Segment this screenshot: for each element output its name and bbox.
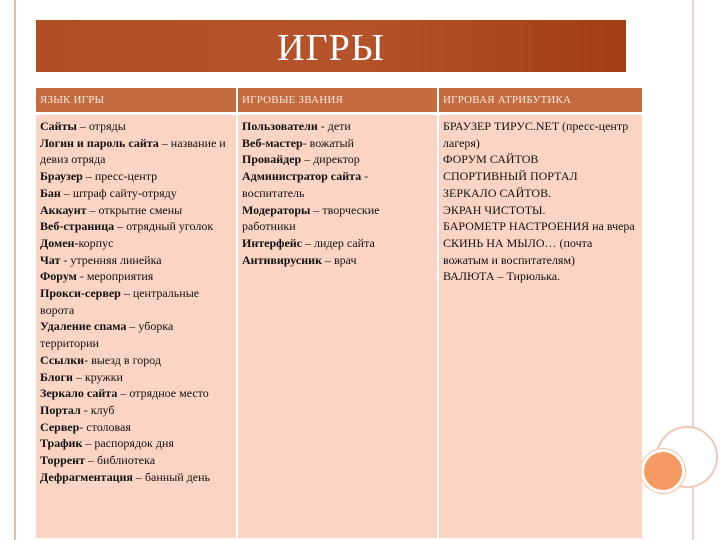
list-item: БРАУЗЕР ТИРУС.NET (пресс-центр лагеря) <box>443 119 629 150</box>
list-item: Администратор сайта - воспитатель <box>242 169 369 200</box>
list-item: Интерфейс – лидер сайта <box>242 235 375 250</box>
list-item: Удаление спама – уборка территории <box>40 319 174 351</box>
left-decorative-line <box>14 0 16 540</box>
list-item: Сайты – отряды <box>40 119 126 133</box>
list-item: СПОРТИВНЫЙ ПОРТАЛ <box>443 169 578 184</box>
list-item: ФОРУМ САЙТОВ <box>443 152 539 167</box>
list-item: Аккаунт – открытие смены <box>40 202 183 217</box>
list-item: Ссылки- выезд в город <box>40 352 161 367</box>
list-item: Провайдер – директор <box>242 152 360 167</box>
cell-game-attributes <box>438 114 642 539</box>
list-item: Блоги – кружки <box>40 369 123 384</box>
list-item: Чат - утренняя линейка <box>40 252 162 267</box>
list-item: Зеркало сайта – отрядное место <box>40 386 209 401</box>
header-game-ranks: ИГРОВЫЕ ЗВАНИЯ <box>237 88 438 114</box>
header-game-attributes: ИГРОВАЯ АТРИБУТИКА <box>438 88 642 114</box>
list-item: Браузер – пресс-центр <box>40 169 158 184</box>
slide-title: ИГРЫ <box>277 27 385 69</box>
list-item: Торрент – библиотека <box>40 453 156 468</box>
list-item: Логин и пароль сайта – название и девиз отряда <box>40 135 226 167</box>
header-game-language: ЯЗЫК ИГРЫ <box>36 88 237 114</box>
cell-game-language <box>36 114 237 539</box>
list-item: ЗЕРКАЛО САЙТОВ. <box>443 185 552 200</box>
list-item: ЭКРАН ЧИСТОТЫ. <box>443 202 546 217</box>
table-row <box>36 114 642 539</box>
list-item: Прокси-сервер – центральные ворота <box>40 286 200 317</box>
list-item: Веб-мастер- вожатый <box>242 135 354 150</box>
list-item: Сервер- столовая <box>40 419 131 434</box>
list-item: ВАЛЮТА – Тирюлька. <box>443 269 561 284</box>
list-item: Трафик – распорядок дня <box>40 436 174 451</box>
cell-game-ranks <box>237 114 438 539</box>
list-item: Модераторы – творческие работники <box>242 202 380 234</box>
list-item: БАРОМЕТР НАСТРОЕНИЯ на вчера <box>443 219 635 234</box>
decorative-circle-filled <box>641 449 685 493</box>
list-item: СКИНЬ НА МЫЛО… (почта вожатым и воспитателям) <box>443 235 593 267</box>
list-item: Портал - клуб <box>40 402 115 417</box>
list-item: Форум - мероприятия <box>40 269 154 284</box>
list-item: Домен-корпус <box>40 235 114 250</box>
list-item: Веб-страница – отрядный уголок <box>40 219 214 234</box>
table-header-row <box>36 88 642 114</box>
list-item: Дефрагментация – банный день <box>40 469 211 484</box>
games-table <box>36 88 642 538</box>
list-item: Пользователи - дети <box>242 119 351 133</box>
list-item: Бан – штраф сайту-отряду <box>40 185 177 200</box>
list-item: Антивирусник – врач <box>242 252 357 267</box>
